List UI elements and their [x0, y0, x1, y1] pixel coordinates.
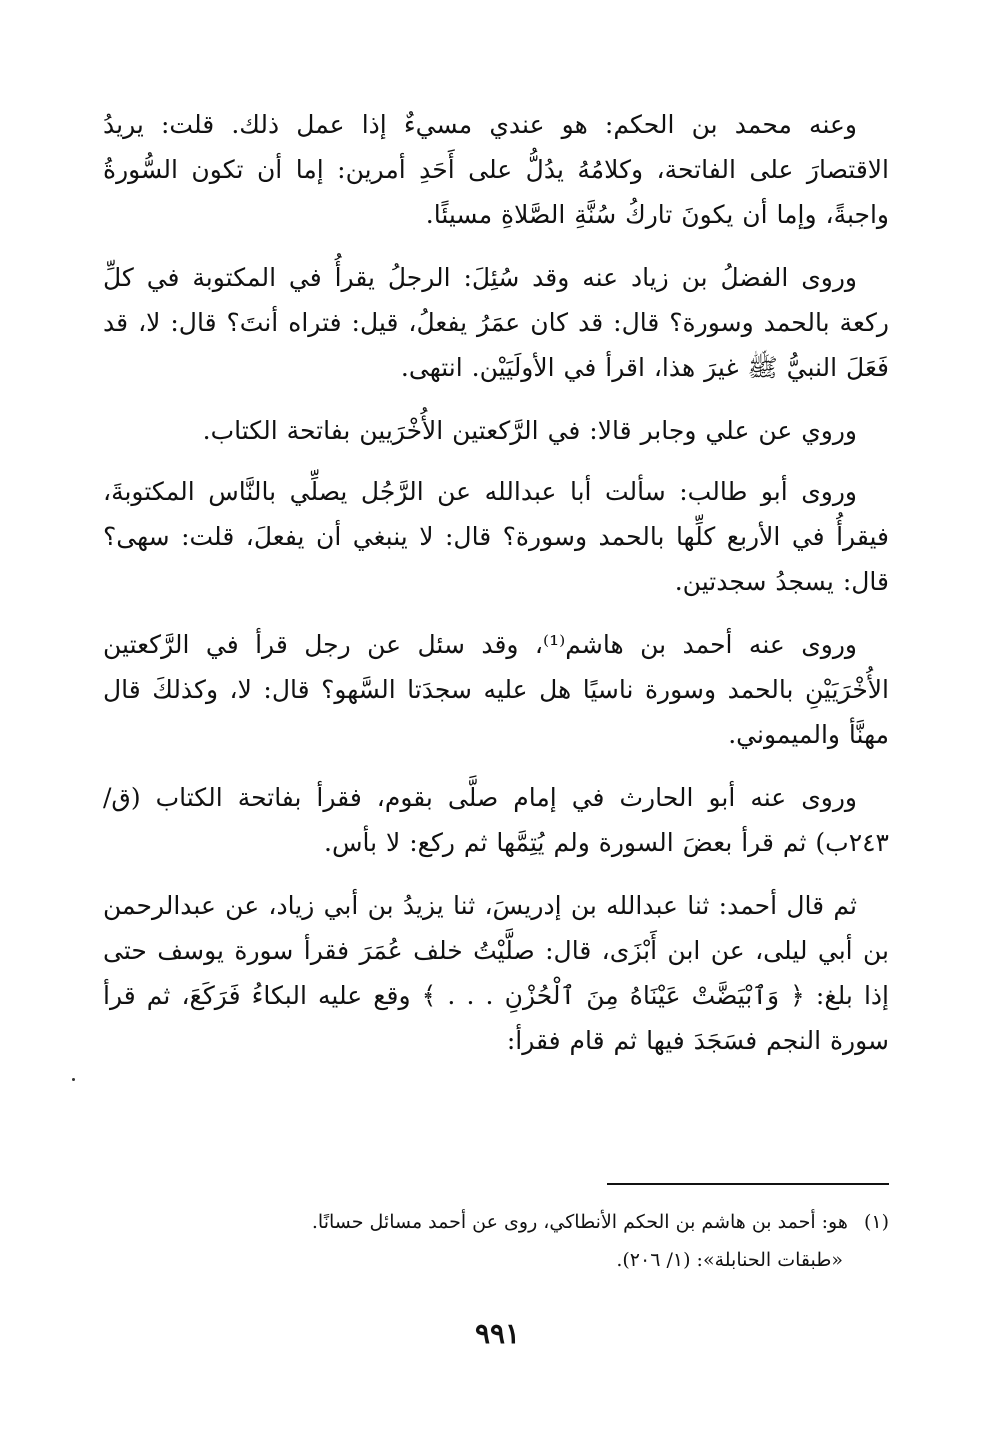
paragraph-3: وروي عن علي وجابر قالا: في الرَّكعتين الأُخْرَيين بفاتحة الكتاب. [202, 416, 857, 445]
page-body [103, 102, 889, 1081]
footnote-number: (١) [863, 1211, 889, 1233]
footnote-divider [607, 1183, 889, 1185]
footnote [103, 1203, 889, 1279]
paragraph-4: وروى أبو طالب: سألت أبا عبدالله عن الرَّجُل يصلِّي بالنَّاس المكتوبةَ، فيقرأُ في الأربع كلِّها بالحمد وسورة؟ قال: لا ينبغي أن يفعلَ، قلت: سهى؟ قال: يسجدُ سجدتين. [103, 477, 889, 596]
footnote-line-1: هو: أحمد بن هاشم بن الحكم الأنطاكي، روى عن أحمد مسائل حسانًا. [311, 1211, 848, 1233]
paragraph-2: وروى الفضلُ بن زياد عنه وقد سُئِلَ: الرجلُ يقرأُ في المكتوبة في كلِّ ركعة بالحمد وسورة؟ قال: قد كان عمَرُ يفعلُ، قيل: فتراه أنتَ؟ قال: لا، قد فَعَلَ النبيُّ ﷺ غيرَ هذا، اقرأ في الأولَيَيْن. انتهى. [103, 263, 889, 382]
paragraph-7: ثم قال أحمد: ثنا عبدالله بن إدريسَ، ثنا يزيدُ بن أبي زياد، عن عبدالرحمن بن أبي ليلى، عن ابن أَبْزَى، قال: صلَّيْتُ خلف عُمَرَ فقرأ سورة يوسف حتى إذا بلغ: ﴿ وَٱبْيَضَّتْ عَيْنَاهُ مِنَ ٱلْحُزْنِ . . . ﴾ وقع عليه البكاءُ فَرَكَعَ، ثم قرأ سورة النجم فسَجَدَ فيها ثم قام فقرأ: [103, 891, 889, 1055]
scan-speck [72, 1078, 75, 1081]
page-number: ٩٩١ [474, 1317, 521, 1350]
footnote-line-2: «طبقات الحنابلة»: (١/ ٢٠٦). [616, 1249, 843, 1271]
paragraph-6: وروى عنه أبو الحارث في إمام صلَّى بقوم، فقرأ بفاتحة الكتاب (ق/٢٤٣ب) ثم قرأ بعضَ السورة ولم يُتِمَّها ثم ركع: لا بأس. [103, 783, 889, 857]
paragraph-1: وعنه محمد بن الحكم: هو عندي مسيءٌ إذا عمل ذلك. قلت: يريدُ الاقتصارَ على الفاتحة، وكلامُهُ يدُلُّ على أَحَدِ أمرين: إما أن تكون السُّورةُ واجبةً، وإما أن يكونَ تاركُ سُنَّةِ الصَّلاةِ مسيئًا. [103, 110, 889, 229]
paragraph-5: وروى عنه أحمد بن هاشم⁽¹⁾، وقد سئل عن رجل قرأ في الرَّكعتين الأُخْرَيَيْنِ بالحمد وسورة ناسيًا هل عليه سجدَتا السَّهو؟ قال: لا، وكذلكَ قال مهنَّأ والميموني. [103, 630, 889, 749]
